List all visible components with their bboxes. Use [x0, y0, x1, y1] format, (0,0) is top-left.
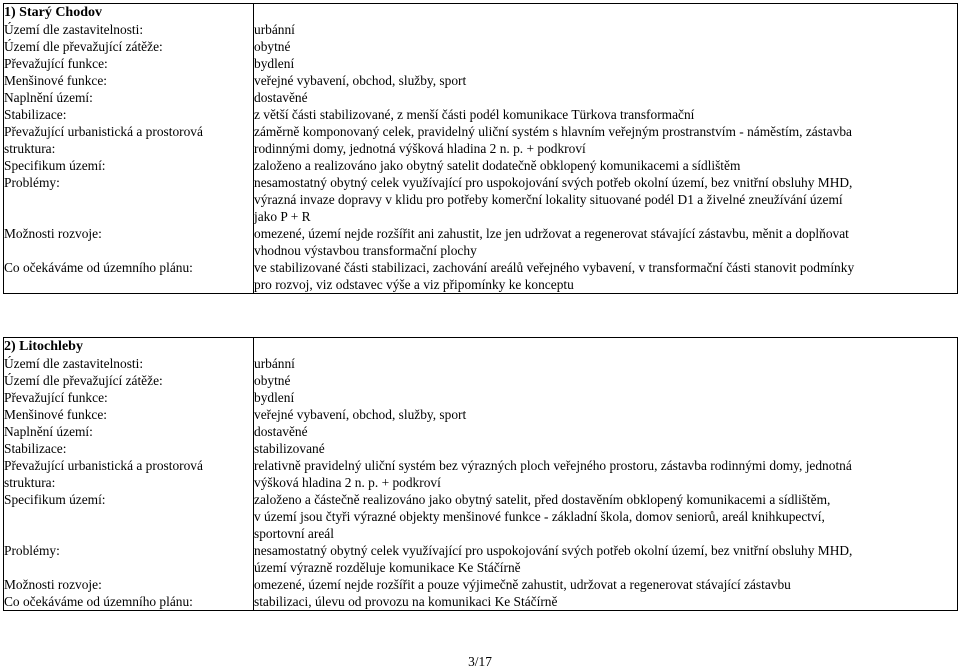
value-mensinove-funkce: veřejné vybavení, obchod, služby, sport [254, 73, 467, 88]
section-litochleby-table [3, 337, 958, 611]
label-uzemi-zastavitelnost: Území dle zastavitelnosti: [4, 356, 144, 371]
labels-column [4, 4, 254, 294]
label-stabilizace: Stabilizace: [4, 441, 67, 456]
label-naplneni: Naplnění území: [4, 424, 93, 439]
label-struktura: Převažující urbanistická a prostorová [4, 124, 203, 139]
value-moznosti: omezené, území nejde rozšířit a pouze výjimečně zahustit, udržovat a regenerovat stávající zástavbu [254, 577, 791, 592]
spacer [4, 242, 253, 259]
value-problemy-1: nesamostatný obytný celek využívající pro uspokojování svých potřeb okolní území, bez vnitřní obsluhy MHD, [254, 175, 853, 190]
value-specifikum-2: v území jsou čtyři výrazné objekty menšinové funkce - základní škola, domov seniorů, areál knihkupectví, [254, 509, 825, 524]
spacer [4, 525, 253, 542]
value-struktura-cont: výšková hladina 2 n. p. + podkroví [254, 475, 441, 490]
label-specifikum: Specifikum území: [4, 158, 106, 173]
value-problemy-2: území výrazně rozděluje komunikace Ke Stáčírně [254, 560, 521, 575]
spacer [4, 508, 253, 525]
label-struktura-cont: struktura: [4, 475, 56, 490]
label-problemy: Problémy: [4, 175, 60, 190]
spacer [254, 4, 957, 21]
value-problemy-2: výrazná invaze dopravy v klidu pro potřeby komerční lokality situované podél D1 a živelné zneužívání území [254, 192, 843, 207]
label-struktura-cont: struktura: [4, 141, 56, 156]
value-uzemi-zastavitelnost: urbánní [254, 356, 295, 371]
value-stabilizace: stabilizované [254, 441, 325, 456]
spacer [4, 191, 253, 208]
label-uzemi-zatez: Území dle převažující zátěže: [4, 373, 163, 388]
label-moznosti: Možnosti rozvoje: [4, 226, 102, 241]
value-problemy-3: jako P + R [254, 209, 311, 224]
label-mensinove-funkce: Menšinové funkce: [4, 73, 108, 88]
value-uzemi-zatez: obytné [254, 373, 291, 388]
value-uzemi-zastavitelnost: urbánní [254, 22, 295, 37]
label-struktura: Převažující urbanistická a prostorová [4, 458, 203, 473]
spacer [4, 559, 253, 576]
label-specifikum: Specifikum území: [4, 492, 106, 507]
value-specifikum: založeno a realizováno jako obytný satelit dodatečně obklopený komunikacemi a sídlištěm [254, 158, 741, 173]
value-specifikum-1: založeno a částečně realizováno jako obytný satelit, před dostavěním obklopený komunikacemi a sídlištěm, [254, 492, 831, 507]
value-ocekavame-2: pro rozvoj, viz odstavec výše a viz připomínky ke konceptu [254, 277, 574, 292]
value-moznosti-1: omezené, území nejde rozšířit ani zahustit, lze jen udržovat a regenerovat stávající zástavbu, měnit a doplňovat [254, 226, 849, 241]
label-uzemi-zatez: Území dle převažující zátěže: [4, 39, 163, 54]
value-problemy-1: nesamostatný obytný celek využívající pro uspokojování svých potřeb okolní území, bez vnitřní obsluhy MHD, [254, 543, 853, 558]
value-prevazujici-funkce: bydlení [254, 390, 295, 405]
label-ocekavame: Co očekáváme od územního plánu: [4, 594, 193, 609]
labels-column [4, 338, 254, 611]
label-mensinove-funkce: Menšinové funkce: [4, 407, 108, 422]
label-stabilizace: Stabilizace: [4, 107, 67, 122]
spacer [254, 338, 957, 355]
spacer [4, 208, 253, 225]
value-specifikum-3: sportovní areál [254, 526, 334, 541]
values-column [254, 4, 958, 294]
label-problemy: Problémy: [4, 543, 60, 558]
value-stabilizace: z větší části stabilizované, z menší části podél komunikace Türkova transformační [254, 107, 695, 122]
value-ocekavame: stabilizaci, úlevu od provozu na komunikaci Ke Stáčírně [254, 594, 558, 609]
value-prevazujici-funkce: bydlení [254, 56, 295, 71]
page-number: 3/17 [468, 654, 492, 669]
value-ocekavame-1: ve stabilizované části stabilizaci, zachování areálů veřejného vybavení, v transformační části stanovit podmínky [254, 260, 855, 275]
section-title: 1) Starý Chodov [4, 5, 103, 20]
value-struktura: relativně pravidelný uliční systém bez výrazných ploch veřejného prostoru, zástavba rodinnými domy, jednotná [254, 458, 852, 473]
value-naplneni: dostavěné [254, 90, 308, 105]
label-prevazujici-funkce: Převažující funkce: [4, 390, 108, 405]
label-ocekavame: Co očekáváme od územního plánu: [4, 260, 193, 275]
value-mensinove-funkce: veřejné vybavení, obchod, služby, sport [254, 407, 467, 422]
label-moznosti: Možnosti rozvoje: [4, 577, 102, 592]
value-struktura-cont: rodinnými domy, jednotná výšková hladina 2 n. p. + podkroví [254, 141, 586, 156]
value-uzemi-zatez: obytné [254, 39, 291, 54]
section-starý-chodov-table [3, 3, 958, 294]
spacer [4, 276, 253, 293]
label-naplneni: Naplnění území: [4, 90, 93, 105]
values-column [254, 338, 958, 611]
value-naplneni: dostavěné [254, 424, 308, 439]
value-struktura: záměrně komponovaný celek, pravidelný uliční systém s hlavním veřejným prostranstvím - náměstím, zástavba [254, 124, 852, 139]
label-prevazujici-funkce: Převažující funkce: [4, 56, 108, 71]
section-title: 2) Litochleby [4, 339, 83, 354]
value-moznosti-2: vhodnou výstavbou transformační plochy [254, 243, 477, 258]
label-uzemi-zastavitelnost: Území dle zastavitelnosti: [4, 22, 144, 37]
